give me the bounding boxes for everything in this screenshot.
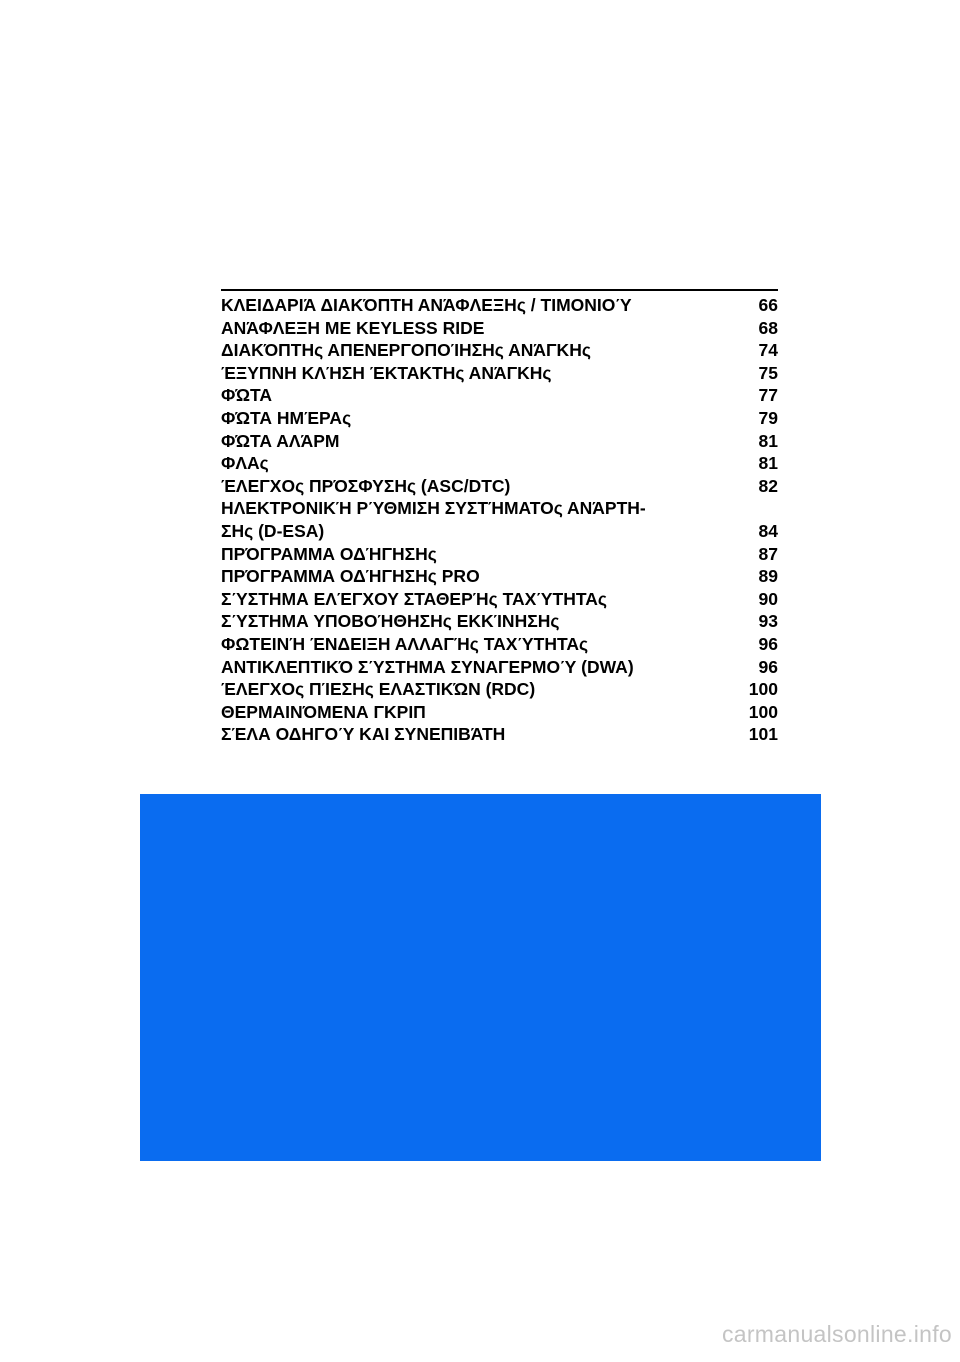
toc-entry-title: ΣΈΛΑ ΟΔΗΓΟΎ ΚΑΙ ΣΥΝΕΠΙΒΆΤΗ [221,724,506,745]
toc-entry-page: 68 [758,317,778,338]
toc-entry-page: 75 [758,362,778,383]
toc-entry-title: ΑΝΤΙΚΛΕΠΤΙΚΌ ΣΎΣΤΗΜΑ ΣΥΝΑΓΕΡΜΟΎ (DWA) [221,656,634,677]
toc-entry-page: 81 [758,430,778,451]
toc-entry[interactable] [221,430,778,453]
toc-entry-page: 87 [758,543,778,564]
toc-entry[interactable] [221,362,778,385]
toc-entry-title: ΦΛΑς [221,453,269,474]
toc-entry[interactable] [221,565,778,588]
toc-entry-page: 84 [758,520,778,541]
toc-entry-page: 66 [758,295,778,315]
toc-entry-title [221,497,747,542]
toc-entry-page: 100 [748,679,778,700]
toc-entry-page: 93 [758,611,778,632]
toc-entry-page: 101 [748,724,778,745]
toc-entry-page: 77 [758,385,778,406]
toc-entry[interactable] [221,384,778,407]
toc-entry[interactable] [221,656,778,679]
toc-entry[interactable] [221,610,778,633]
toc-entry-title: ΑΝΆΦΛΕΞΗ ΜΕ KEYLESS RIDE [221,317,485,338]
toc-entry-title: ΘΕΡΜΑΙΝΌΜΕΝΑ ΓΚΡΙΠ [221,701,426,722]
toc-entry-title: ΦΏΤΑ ΑΛΆΡΜ [221,430,340,451]
toc-entry[interactable] [221,294,778,317]
toc-entry-title: ΣΎΣΤΗΜΑ ΕΛΈΓΧΟΥ ΣΤΑΘΕΡΉς ΤΑΧΎΤΗΤΑς [221,588,607,609]
toc-entry-title: ΦΏΤΑ [221,385,273,406]
toc-entry-page: 81 [758,453,778,474]
toc-entry-page: 100 [748,701,778,722]
toc-entry-title: ΦΩΤΕΙΝΉ ΈΝΔΕΙΞΗ ΑΛΛΑΓΉς ΤΑΧΎΤΗΤΑς [221,633,589,654]
toc-entry[interactable] [221,678,778,701]
toc-entry[interactable] [221,543,778,566]
toc-entry-page: 96 [758,633,778,654]
watermark: carmanualsonline.info [721,1321,952,1347]
toc-entry-page: 90 [758,588,778,609]
toc-entry[interactable] [221,339,778,362]
toc-entry[interactable] [221,723,778,746]
table-of-contents [221,289,778,746]
toc-entry-title: ΠΡΌΓΡΑΜΜΑ ΟΔΉΓΗΣΗς PRO [221,566,480,587]
toc-entry-title: ΣΎΣΤΗΜΑ ΥΠΟΒΟΉΘΗΣΗς ΕΚΚΊΝΗΣΗς [221,611,560,632]
toc-entry-page: 89 [758,566,778,587]
toc-entry-page: 82 [758,475,778,496]
toc-entry-title: ΦΏΤΑ ΗΜΈΡΑς [221,407,352,428]
toc-entry-page: 96 [758,656,778,677]
toc-entry[interactable] [221,475,778,498]
toc-entry-title-line: ΣΗς (D-ESA) [221,520,325,541]
toc-entry[interactable] [221,317,778,340]
toc-entry-page: 79 [758,407,778,428]
toc-entry[interactable] [221,407,778,430]
toc-entry-title: ΈΛΕΓΧΟς ΠΊΕΣΗς ΕΛΑΣΤΙΚΏΝ (RDC) [221,679,536,700]
toc-entry-title: ΠΡΌΓΡΑΜΜΑ ΟΔΉΓΗΣΗς [221,543,437,564]
toc-entry-title: ΈΛΕΓΧΟς ΠΡΌΣΦΥΣΗς (ASC/DTC) [221,475,511,496]
toc-entry[interactable] [221,497,778,542]
toc-entry-title: ΔΙΑΚΌΠΤΗς ΑΠΕΝΕΡΓΟΠΟΊΗΣΗς ΑΝΆΓΚΗς [221,340,591,361]
toc-entry[interactable] [221,701,778,724]
toc-entry-title: ΈΞΥΠΝΗ ΚΛΉΣΗ ΈΚΤΑΚΤΗς ΑΝΆΓΚΗς [221,362,552,383]
toc-entry-title-line: ΗΛΕΚΤΡΟΝΙΚΉ ΡΎΘΜΙΣΗ ΣΥΣΤΉΜΑΤΟς ΑΝΆΡΤΗ- [221,498,646,519]
toc-entry[interactable] [221,452,778,475]
toc-entry[interactable] [221,633,778,656]
toc-entry-page: 74 [758,340,778,361]
toc-entry-title: ΚΛΕΙΔΑΡΙΆ ΔΙΑΚΌΠΤΗ ΑΝΆΦΛΕΞΗς / ΤΙΜΟΝΙΟΎ [221,295,632,315]
toc-entry[interactable] [221,588,778,611]
blue-cover-panel [140,794,821,1161]
